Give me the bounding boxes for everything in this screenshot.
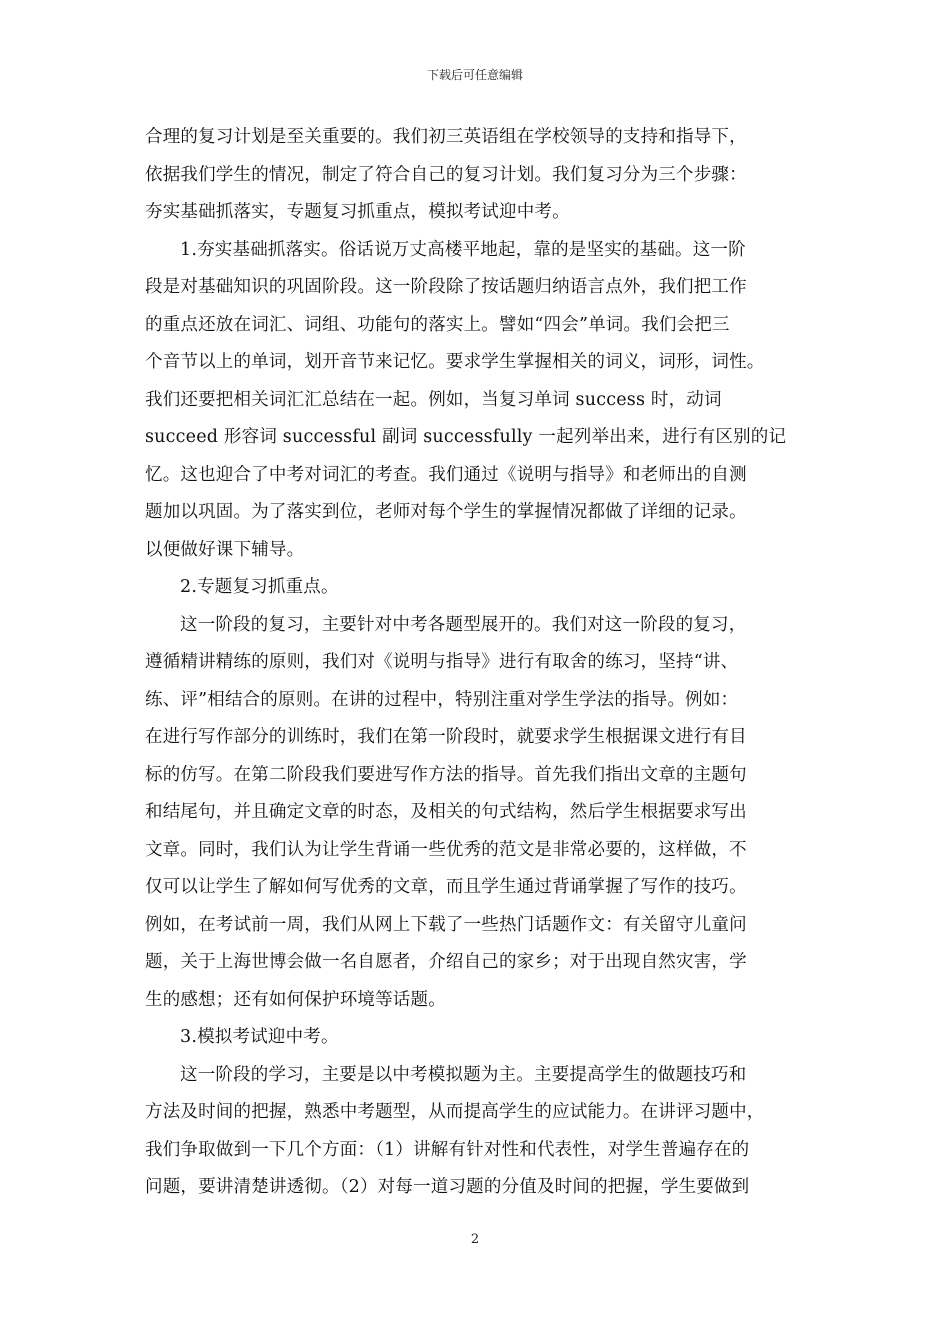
- text-line: 遵循精讲精练的原则，我们对《说明与指导》进行有取舍的练习，坚持“讲、: [145, 652, 739, 672]
- text-line: 标的仿写。在第二阶段我们要进写作方法的指导。首先我们指出文章的主题句: [145, 764, 747, 785]
- text-line: 题，关于上海世博会做一名自愿者，介绍自己的家乡；对于出现自然灾害，学: [145, 952, 747, 972]
- text-line: succeed 形容词 successful 副词 successfully 一起列举出来，进行有区别的记: [145, 427, 787, 447]
- text-line: 我们还要把相关词汇汇总结在一起。例如，当复习单词 success 时，动词: [145, 389, 722, 410]
- section-heading-2: 2.专题复习抓重点。: [180, 577, 339, 597]
- text-line: 夯实基础抓落实，专题复习抓重点，模拟考试迎中考。: [145, 202, 570, 222]
- text-line: 以便做好课下辅导。: [145, 539, 305, 560]
- page-number: 2: [470, 1232, 480, 1247]
- text-line: 我们争取做到一下几个方面：（1）讲解有针对性和代表性，对学生普遍存在的: [145, 1139, 750, 1160]
- text-line: 方法及时间的把握，熟悉中考题型，从而提高学生的应试能力。在讲评习题中，: [145, 1102, 765, 1122]
- text-line: 依据我们学生的情况，制定了符合自己的复习计划。我们复习分为三个步骤：: [145, 164, 747, 185]
- text-line: 合理的复习计划是至关重要的。我们初三英语组在学校领导的支持和指导下，: [145, 127, 747, 147]
- text-line: 文章。同时，我们认为让学生背诵一些优秀的范文是非常必要的，这样做，不: [145, 839, 747, 860]
- text-line: 个音节以上的单词，划开音节来记忆。要求学生掌握相关的词义，词形，词性。: [145, 352, 765, 372]
- text-line: 仅可以让学生了解如何写优秀的文章，而且学生通过背诵掌握了写作的技巧。: [145, 877, 747, 897]
- text-line: 在进行写作部分的训练时，我们在第一阶段时，就要求学生根据课文进行有目: [145, 727, 747, 747]
- text-line: 例如，在考试前一周，我们从网上下载了一些热门话题作文：有关留守儿童问: [145, 914, 747, 935]
- text-line: 生的感想；还有如何保护环境等话题。: [145, 989, 446, 1010]
- text-line: 的重点还放在词汇、词组、功能句的落实上。譬如“四会”单词。我们会把三: [145, 314, 730, 335]
- text-line: 和结尾句，并且确定文章的时态，及相关的句式结构，然后学生根据要求写出: [145, 802, 747, 822]
- page-header: 下载后可任意编辑: [426, 68, 523, 82]
- text-line: 问题，要讲清楚讲透彻。（2）对每一道习题的分值及时间的把握，学生要做到: [145, 1177, 750, 1197]
- text-line: 段是对基础知识的巩固阶段。这一阶段除了按话题归纳语言点外，我们把工作: [145, 277, 747, 297]
- text-line: 忆。这也迎合了中考对词汇的考查。我们通过《说明与指导》和老师出的自测: [145, 464, 747, 485]
- text-line: 这一阶段的学习，主要是以中考模拟题为主。主要提高学生的做题技巧和: [180, 1064, 747, 1085]
- section-heading-1: 1.夯实基础抓落实。俗话说万丈高楼平地起，靠的是坚实的基础。这一阶: [180, 239, 746, 260]
- document-body: [145, 124, 810, 1212]
- text-line: 这一阶段的复习，主要针对中考各题型展开的。我们对这一阶段的复习，: [180, 614, 747, 635]
- section-heading-3: 3.模拟考试迎中考。: [180, 1027, 339, 1047]
- text-line: 练、评”相结合的原则。在讲的过程中，特别注重对学生学法的指导。例如：: [145, 689, 739, 710]
- text-line: 题加以巩固。为了落实到位，老师对每个学生的掌握情况都做了详细的记录。: [145, 502, 747, 522]
